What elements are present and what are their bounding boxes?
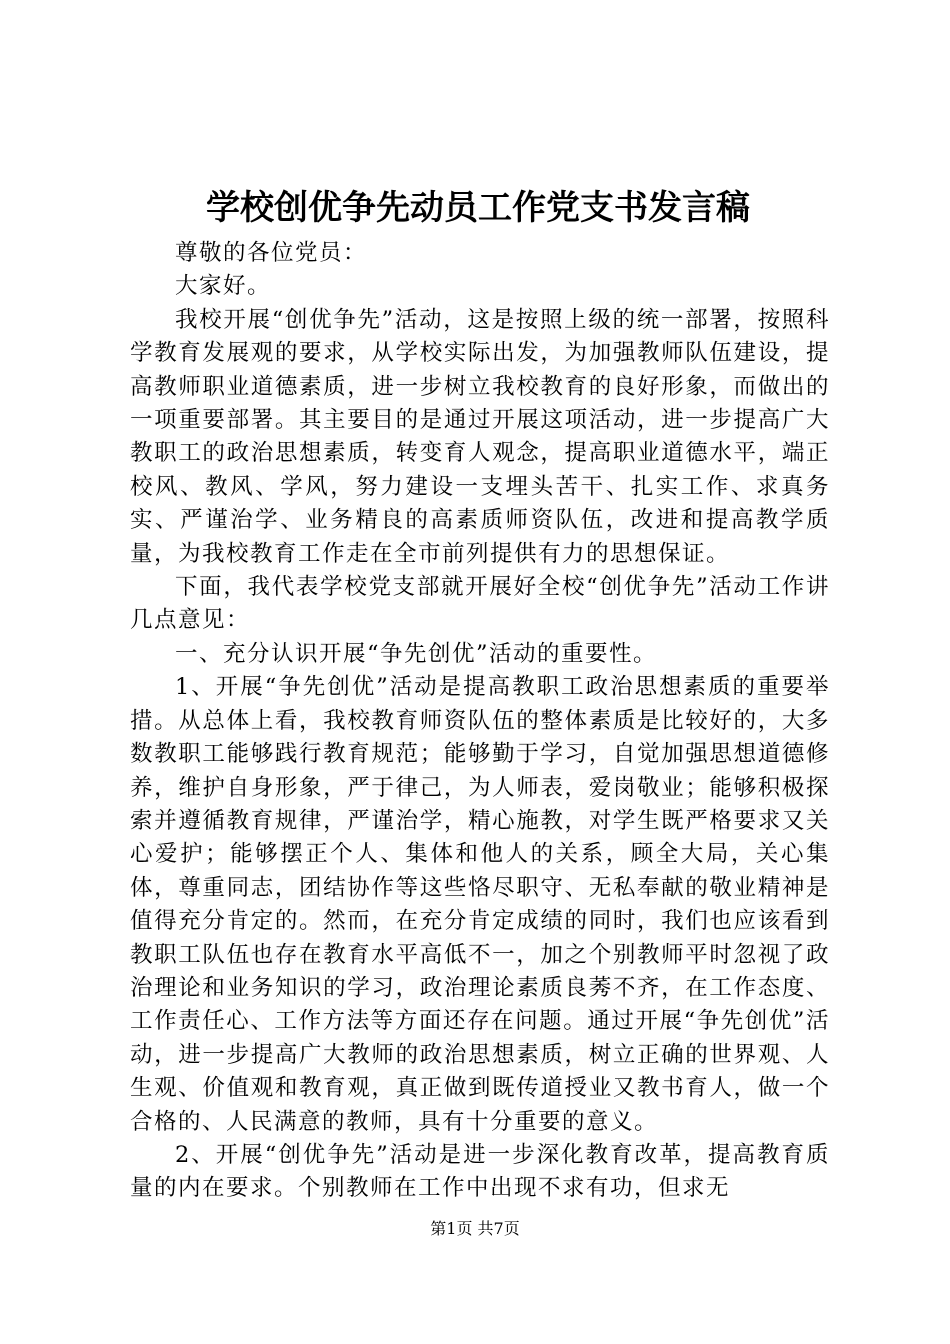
paragraph-point-2: 2、开展“创优争先”活动是进一步深化教育改革，提高教育质量的内在要求。个别教师在工作中出现不求有功，但求无 [130,1141,830,1202]
paragraph-transition: 下面，我代表学校党支部就开展好全校“创优争先”活动工作讲几点意见： [130,574,830,634]
salutation: 尊敬的各位党员： [175,240,368,266]
greeting: 大家好。 [175,273,272,300]
page-footer [0,1218,950,1240]
document-title: 学校创优争先动员工作党支书发言稿 [206,188,750,228]
section-heading-1: 一、充分认识开展“争先创优”活动的重要性。 [175,640,658,667]
paragraph-intro: 我校开展“创优争先”活动，这是按照上级的统一部署，按照科学教育发展观的要求，从学校实际出发，为加强教师队伍建设，提高教师职业道德素质，进一步树立我校教育的良好形象，而做出的一项重要部署。其主要目的是通过开展这项活动，进一步提高广大教职工的政治思想素质，转变育人观念，提高职业道德水平，端正校风、教风、学风，努力建设一支埋头苦干、扎实工作、求真务实、严谨治学、业务精良的高素质师资队伍，改进和提高教学质量，为我校教育工作走在全市前列提供有力的思想保证。 [130,306,830,567]
paragraph-point-1: 1、开展“争先创优”活动是提高教职工政治思想素质的重要举措。从总体上看，我校教育师资队伍的整体素质是比较好的，大多数教职工能够践行教育规范；能够勤于学习，自觉加强思想道德修养，维护自身形象，严于律己，为人师表，爱岗敬业；能够积极探索并遵循教育规律，严谨治学，精心施教，对学生既严格要求又关心爱护；能够摆正个人、集体和他人的关系，顾全大局，关心集体，尊重同志，团结协作等这些恪尽职守、无私奉献的敬业精神是值得充分肯定的。然而，在充分肯定成绩的同时，我们也应该看到教职工队伍也存在教育水平高低不一，加之个别教师平时忽视了政治理论和业务知识的学习，政治理论素质良莠不齐，在工作态度、工作责任心、工作方法等方面还存在问题。通过开展“争先创优”活动，进一步提高广大教师的政治思想素质，树立正确的世界观、人生观、价值观和教育观，真正做到既传道授业又教书育人，做一个合格的、人民满意的教师，具有十分重要的意义。 [130,674,830,1135]
document-body [130,237,830,1206]
page-number: 第1页 共7页 [430,1219,520,1238]
